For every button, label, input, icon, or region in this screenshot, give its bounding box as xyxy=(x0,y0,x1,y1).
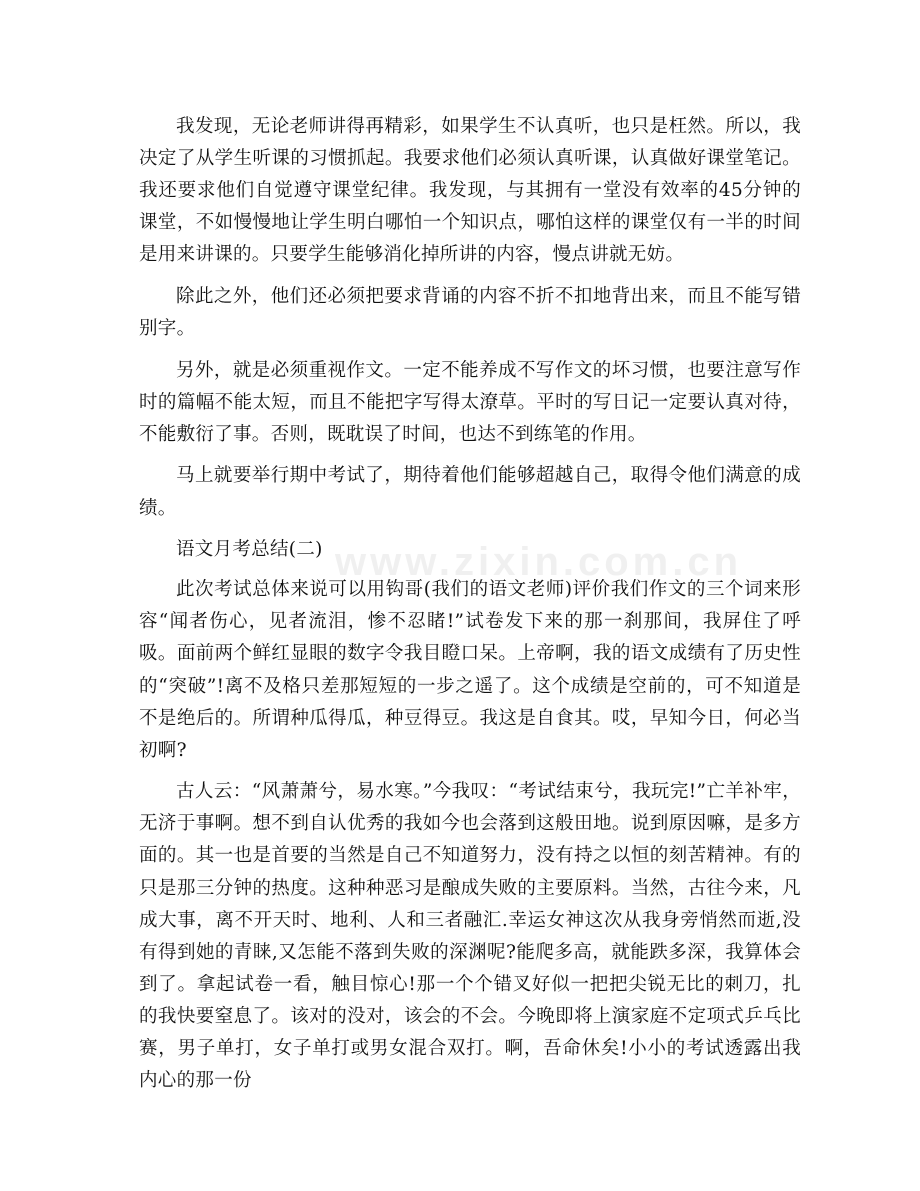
paragraph-listening-habits: 我发现，无论老师讲得再精彩，如果学生不认真听，也只是枉然。所以，我决定了从学生听课的习惯抓起。我要求他们必须认真听课，认真做好课堂笔记。我还要求他们自觉遵守课堂纪律。我发现，与其拥有一堂没有效率的45分钟的课堂，不如慢慢地让学生明白哪怕一个知识点，哪怕这样的课堂仅有一半的时间是用来讲课的。只要学生能够消化掉所讲的内容，慢点讲就无妨。 xyxy=(139,116,801,266)
paragraph-midterm: 马上就要举行期中考试了，期待着他们能够超越自己，取得令他们满意的成绩。 xyxy=(139,465,801,519)
watermark: www.zixin.com.cn xyxy=(335,540,743,584)
paragraph-composition: 另外，就是必须重视作文。一定不能养成不写作文的坏习惯，也要注意写作时的篇幅不能太短，而且不能把字写得太潦草。平时的写日记一定要认真对待，不能敷衍了事。否则，既耽误了时间，也达不到练笔的作用。 xyxy=(139,359,801,445)
paragraph-exam-result: 此次考试总体来说可以用钩哥(我们的语文老师)评价我们作文的三个词来形容“闻者伤心，见者流泪，惨不忍睹!”试卷发下来的那一刹那间，我屏住了呼吸。面前两个鲜红显眼的数字令我目瞪口呆。上帝啊，我的语文成绩有了历史性的“突破”!离不及格只差那短短的一步之遥了。这个成绩是空前的，可不知道是不是绝后的。所谓种瓜得瓜，种豆得豆。我这是自食其。哎，早知今日，何必当初啊? xyxy=(139,579,801,761)
paragraph-reflection: 古人云：“风萧萧兮，易水寒。”今我叹：“考试结束兮，我玩完!”亡羊补牢，无济于事啊。想不到自认优秀的我如今也会落到这般田地。说到原因嘛，是多方面的。其一也是首要的当然是自己不知道努力，没有持之以恒的刻苦精神。有的只是那三分钟的热度。这种种恶习是酿成失败的主要原料。当然，古往今来，凡成大事，离不开天时、地利、人和三者融汇.幸运女神这次从我身旁悄然而逝,没有得到她的青睐,又怎能不落到失败的深渊呢?能爬多高，就能跌多深，我算体会到了。拿起试卷一看，触目惊心!那一个个错叉好似一把把尖锐无比的刺刀，扎的我快要窒息了。该对的没对，该会的不会。今晚即将上演家庭不定项式乒乓比赛，男子单打，女子单打或男女混合双打。啊，吾命休矣!小小的考试透露出我内心的那一份 xyxy=(139,781,801,1092)
section-title: 语文月考总结(二) xyxy=(176,539,323,561)
document-body xyxy=(139,111,801,1107)
paragraph-recitation: 除此之外，他们还必须把要求背诵的内容不折不扣地背出来，而且不能写错别字。 xyxy=(139,285,801,340)
